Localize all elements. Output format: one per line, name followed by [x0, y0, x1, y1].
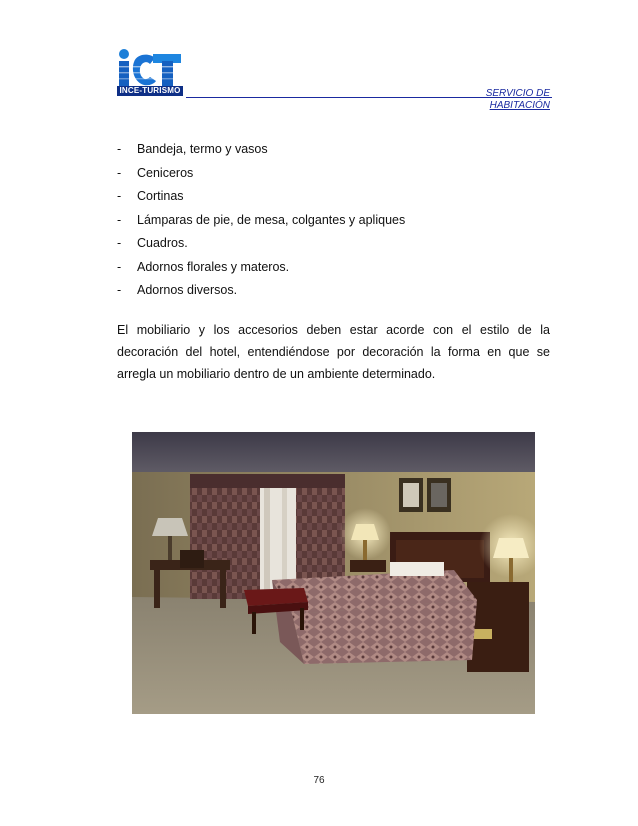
list-item — [117, 281, 405, 305]
list-dash: - — [117, 259, 122, 274]
body-paragraph: El mobiliario y los accesorios deben estar acorde con el estilo de la decoración del hotel, entendiéndose por decoración la forma en que se arregla un mobiliario dentro de un ambiente determinado. — [117, 323, 550, 381]
hotel-room-photo — [132, 432, 535, 714]
list-dash: - — [117, 236, 122, 250]
list-dash: - — [117, 212, 122, 227]
accessories-list — [117, 140, 405, 305]
list-item — [117, 234, 405, 258]
list-item — [117, 211, 405, 235]
list-item — [117, 187, 405, 211]
page-number: 76 — [313, 775, 325, 786]
list-dash: - — [117, 165, 122, 180]
ict-logo-icon — [117, 48, 183, 88]
hotel-room-image — [132, 432, 535, 714]
section-title — [486, 88, 550, 112]
list-item — [117, 258, 405, 282]
list-item-text: Adornos florales y materos. — [137, 259, 290, 274]
list-item-text: Bandeja, termo y vasos — [137, 142, 268, 156]
list-dash: - — [117, 142, 122, 156]
list-item — [117, 164, 405, 188]
list-dash: - — [117, 189, 122, 203]
list-dash: - — [117, 283, 122, 297]
logo-caption: INCE-TURISMO — [117, 86, 183, 96]
list-item-text: Adornos diversos. — [137, 283, 238, 297]
list-item-text: Cuadros. — [137, 236, 188, 250]
list-item-text: Cortinas — [137, 189, 184, 203]
list-item-text: Ceniceros — [137, 165, 194, 180]
section-title-line2: HABITACIÓN — [489, 100, 550, 111]
list-item-text: Lámparas de pie, de mesa, colgantes y apliques — [137, 212, 406, 227]
list-item — [117, 140, 405, 164]
section-title-line1: SERVICIO DE — [485, 88, 550, 99]
